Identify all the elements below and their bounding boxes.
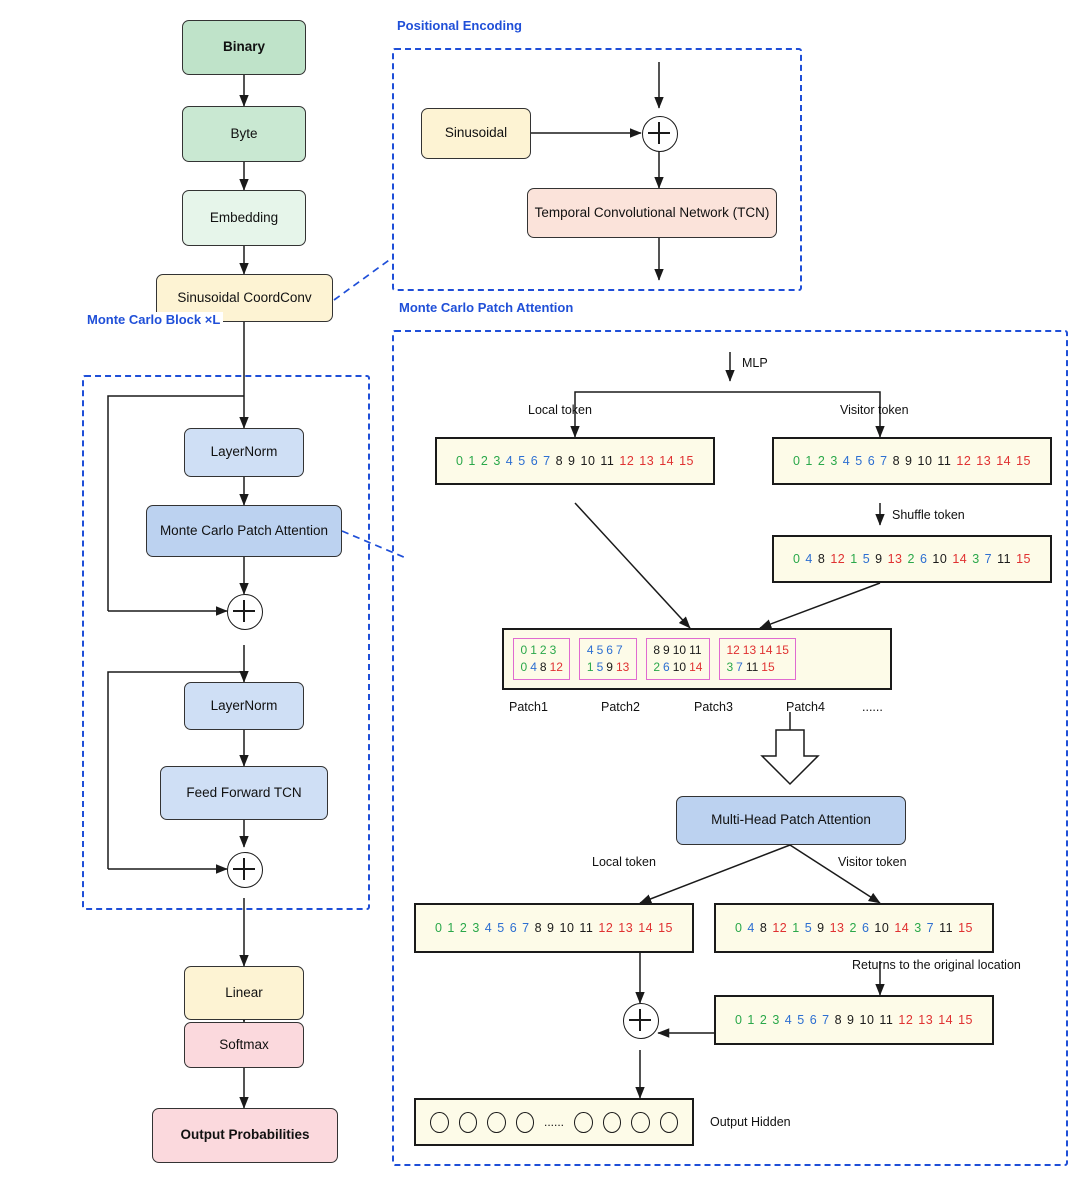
token-sequence-shuffled: 0 4 8 12 1 5 9 13 2 6 10 14 3 7 11 15 <box>772 535 1052 583</box>
visitor-token-label-bottom: Visitor token <box>838 855 907 869</box>
node-monte-carlo-patch-attention: Monte Carlo Patch Attention <box>146 505 342 557</box>
token-sequence-visitor-bottom: 0 4 8 12 1 5 9 13 2 6 10 14 3 7 11 15 <box>714 903 994 953</box>
returns-original-location-label: Returns to the original location <box>852 958 1021 972</box>
patch-4: 12 13 14 15 3 7 11 15 <box>719 638 796 681</box>
hidden-unit-circle <box>574 1112 593 1133</box>
patch-caption-3: Patch3 <box>694 700 733 714</box>
token-sequence-local-bottom: 0 1 2 3 4 5 6 7 8 9 10 11 12 13 14 15 <box>414 903 694 953</box>
node-sinusoidal-coordconv: Sinusoidal CoordConv <box>156 274 333 322</box>
hidden-unit-circle <box>459 1112 478 1133</box>
hidden-unit-circle <box>487 1112 506 1133</box>
node-embedding: Embedding <box>182 190 306 246</box>
node-layernorm-1: LayerNorm <box>184 428 304 477</box>
visitor-token-label-top: Visitor token <box>840 403 909 417</box>
hidden-unit-circle <box>430 1112 449 1133</box>
output-hidden-box <box>414 1098 694 1146</box>
node-softmax: Softmax <box>184 1022 304 1068</box>
node-feed-forward-tcn: Feed Forward TCN <box>160 766 328 820</box>
shuffle-token-label: Shuffle token <box>892 508 965 522</box>
patch-caption-2: Patch2 <box>601 700 640 714</box>
patch-container <box>502 628 892 690</box>
token-sequence-restored: 0 1 2 3 4 5 6 7 8 9 10 11 12 13 14 15 <box>714 995 994 1045</box>
mcpa-output-add <box>623 1003 659 1039</box>
local-token-label-top: Local token <box>528 403 592 417</box>
monte-carlo-block-label: Monte Carlo Block ×L <box>84 312 223 327</box>
local-token-label-bottom: Local token <box>592 855 656 869</box>
node-byte: Byte <box>182 106 306 162</box>
node-output-probabilities: Output Probabilities <box>152 1108 338 1163</box>
positional-encoding-boundary <box>392 48 802 291</box>
hidden-unit-circle <box>631 1112 650 1133</box>
patch-3: 8 9 10 11 2 6 10 14 <box>646 638 710 681</box>
node-multi-head-patch-attention: Multi-Head Patch Attention <box>676 796 906 845</box>
patch-2: 4 5 6 7 1 5 9 13 <box>579 638 636 681</box>
node-linear: Linear <box>184 966 304 1020</box>
mlp-label: MLP <box>742 356 768 370</box>
residual-add-2 <box>227 852 263 888</box>
node-temporal-convolutional-network: Temporal Convolutional Network (TCN) <box>527 188 777 238</box>
mcpa-panel-title: Monte Carlo Patch Attention <box>396 300 576 315</box>
token-sequence-local-top: 0 1 2 3 4 5 6 7 8 9 10 11 12 13 14 15 <box>435 437 715 485</box>
node-binary: Binary <box>182 20 306 75</box>
hidden-unit-circle <box>660 1112 679 1133</box>
positional-encoding-title: Positional Encoding <box>394 18 525 33</box>
positional-encoding-add <box>642 116 678 152</box>
patch-1: 0 1 2 3 0 4 8 12 <box>513 638 570 681</box>
hidden-units-ellipsis: ...... <box>544 1115 565 1129</box>
hidden-unit-circle <box>516 1112 535 1133</box>
token-sequence-visitor-top: 0 1 2 3 4 5 6 7 8 9 10 11 12 13 14 15 <box>772 437 1052 485</box>
residual-add-1 <box>227 594 263 630</box>
patch-caption-4: Patch4 <box>786 700 825 714</box>
node-sinusoidal: Sinusoidal <box>421 108 531 159</box>
node-layernorm-2: LayerNorm <box>184 682 304 730</box>
patch-caption-1: Patch1 <box>509 700 548 714</box>
patch-caption-ellipsis: ...... <box>862 700 883 714</box>
hidden-unit-circle <box>603 1112 622 1133</box>
output-hidden-label: Output Hidden <box>710 1115 791 1129</box>
